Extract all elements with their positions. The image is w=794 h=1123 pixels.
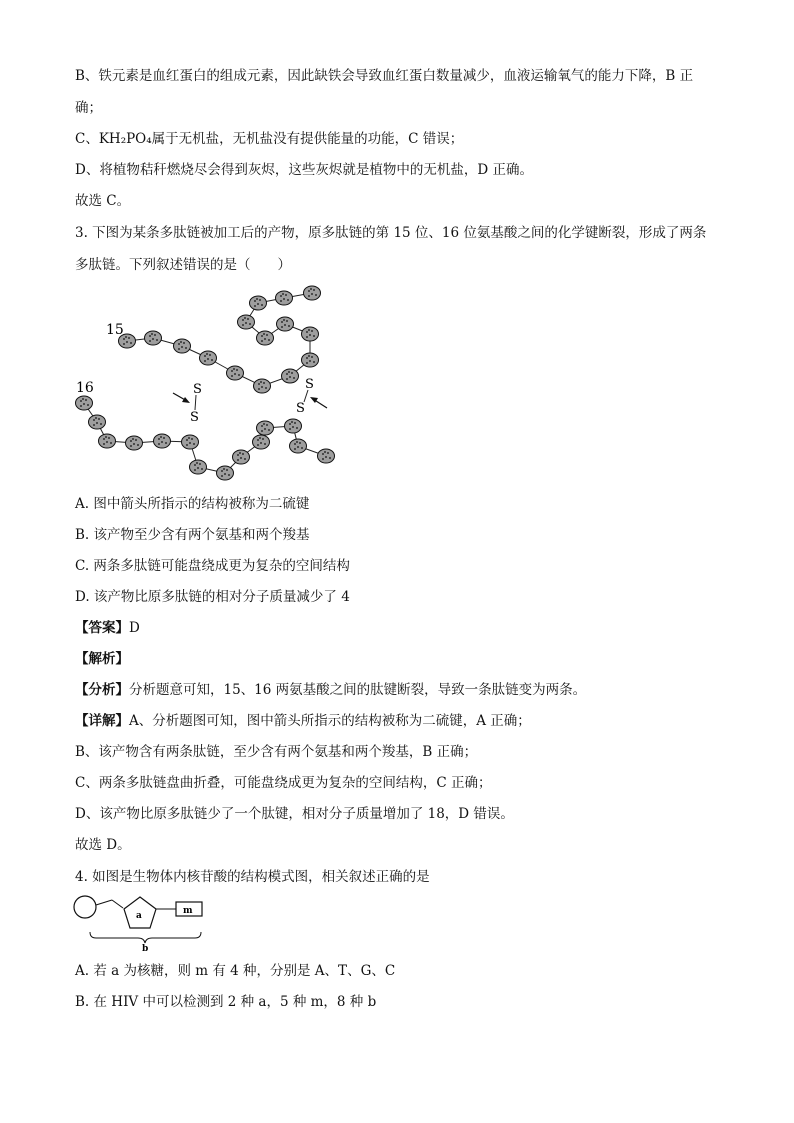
- chain-b-residue-10: [253, 435, 270, 449]
- chain-b-residue-6: [182, 435, 199, 449]
- chain-a-residue-2: [145, 331, 162, 345]
- q3-analysis-heading: [75, 650, 129, 668]
- answer-tag: 【答案】: [75, 620, 129, 636]
- answer-value: D: [129, 620, 140, 636]
- chain-b-residue-3: [99, 434, 116, 448]
- q2-choose: 故选 C。: [75, 193, 131, 209]
- chain-a-residue-4: [200, 351, 217, 365]
- fenxi-tag: 【分析】: [75, 682, 129, 698]
- amino-acid-beads: [76, 286, 335, 480]
- analysis-tag: 【解析】: [75, 651, 129, 667]
- q2-option-b-explain-line2: 确；: [75, 100, 102, 116]
- nucleotide-figure: [70, 893, 210, 955]
- phosphate-sugar-link: [96, 900, 112, 905]
- q4-option-b: B. 在 HIV 中可以检测到 2 种 a，5 种 m，8 种 b: [75, 994, 377, 1010]
- arrow-right-icon: [310, 397, 327, 408]
- chain-b-residue-13: [290, 439, 307, 453]
- sulfur-label-left-bottom: S: [190, 410, 199, 425]
- disulfide-bond-left: [195, 395, 196, 410]
- chain-a-residue-11: [257, 331, 274, 345]
- chain-a-residue-8: [302, 353, 319, 367]
- q2-option-d-explain: D、将植物秸秆燃烧尽会得到灰烬，这些灰烬就是植物中的无机盐，D 正确。: [75, 162, 533, 178]
- fenxi-text: 分析题意可知，15、16 两氨基酸之间的肽键断裂，导致一条肽链变为两条。: [129, 682, 587, 698]
- chain-b-residue-12: [285, 419, 302, 433]
- phosphate-circle: [74, 896, 96, 918]
- q3-choose: 故选 D。: [75, 837, 131, 853]
- nucleotide-label-b: b: [142, 944, 149, 954]
- chain-b-residue-11: [257, 421, 274, 435]
- chain-b-residue-1: [76, 396, 93, 410]
- q2-option-c-explain: C、KH₂PO₄属于无机盐，无机盐没有提供能量的功能，C 错误；: [75, 131, 464, 147]
- q3-stem-line2: 多肽链。下列叙述错误的是（ ）: [75, 257, 291, 273]
- base-label-m: m: [183, 906, 193, 916]
- q3-option-d: D. 该产物比原多肽链的相对分子质量减少了 4: [75, 589, 350, 605]
- sugar-label-a: a: [136, 911, 142, 921]
- xiangjie-tag: 【详解】: [75, 713, 129, 729]
- chain-a-residue-3: [174, 339, 191, 353]
- chain-a-residue-14: [276, 291, 293, 305]
- q3-option-b: B. 该产物至少含有两个氨基和两个羧基: [75, 527, 310, 543]
- sulfur-label-left-top: S: [193, 382, 202, 397]
- chain-b-residue-9: [233, 450, 250, 464]
- chain-b-residue-7: [190, 460, 207, 474]
- chain-a-residue-5: [227, 366, 244, 380]
- residue-label-15: 15: [106, 322, 124, 338]
- q4-stem: 4. 如图是生物体内核苷酸的结构模式图，相关叙述正确的是: [75, 869, 430, 885]
- q3-option-d-explain: D、该产物比原多肽链少了一个肽键，相对分子质量增加了 18，D 错误。: [75, 806, 514, 822]
- q3-xiangjie: [75, 712, 531, 730]
- chain-a-residue-9: [302, 327, 319, 341]
- q3-option-c-explain: C、两条多肽链盘曲折叠，可能盘绕成更为复杂的空间结构，C 正确；: [75, 775, 492, 791]
- q4-option-a: A. 若 a 为核糖，则 m 有 4 种，分别是 A、T、G、C: [75, 963, 396, 979]
- chain-a-residue-12: [238, 315, 255, 329]
- sulfur-label-right-bottom: S: [296, 401, 305, 416]
- chain-a-residue-6: [254, 379, 271, 393]
- chain-b-residue-5: [154, 434, 171, 448]
- residue-label-16: 16: [76, 380, 94, 396]
- chain-b-residue-8: [217, 466, 234, 480]
- sugar-link-tail: [112, 900, 123, 908]
- arrow-left-icon: [173, 393, 190, 403]
- q3-fenxi: [75, 681, 586, 699]
- chain-a-residue-10: [277, 317, 294, 331]
- q3-option-b-explain: B、该产物含有两条肽链，至少含有两个氨基和两个羧基，B 正确；: [75, 744, 478, 760]
- q3-stem-line1: 3. 下图为某条多肽链被加工后的产物，原多肽链的第 15 位、16 位氨基酸之间的化学键断裂，形成了两条: [75, 225, 707, 241]
- q3-answer: [75, 619, 140, 637]
- q2-option-b-explain-line1: B、铁元素是血红蛋白的组成元素，因此缺铁会导致血红蛋白数量减少，血液运输氧气的能力下降，B 正: [75, 68, 694, 84]
- polypeptide-figure: [70, 282, 360, 487]
- nucleotide-brace: [90, 932, 201, 943]
- chain-b-residue-4: [126, 436, 143, 450]
- chain-a-residue-15: [304, 286, 321, 300]
- chain-a-residue-7: [282, 369, 299, 383]
- q3-option-a: A. 图中箭头所指示的结构被称为二硫键: [75, 496, 310, 512]
- xiangjie-text: A、分析题图可知，图中箭头所指示的结构被称为二硫键，A 正确；: [129, 713, 531, 729]
- chain-b-residue-2: [89, 415, 106, 429]
- chain-a-residue-13: [250, 296, 267, 310]
- chain-b-residue-14: [318, 449, 335, 463]
- q3-option-c: C. 两条多肽链可能盘绕成更为复杂的空间结构: [75, 558, 350, 574]
- sulfur-label-right-top: S: [305, 377, 314, 392]
